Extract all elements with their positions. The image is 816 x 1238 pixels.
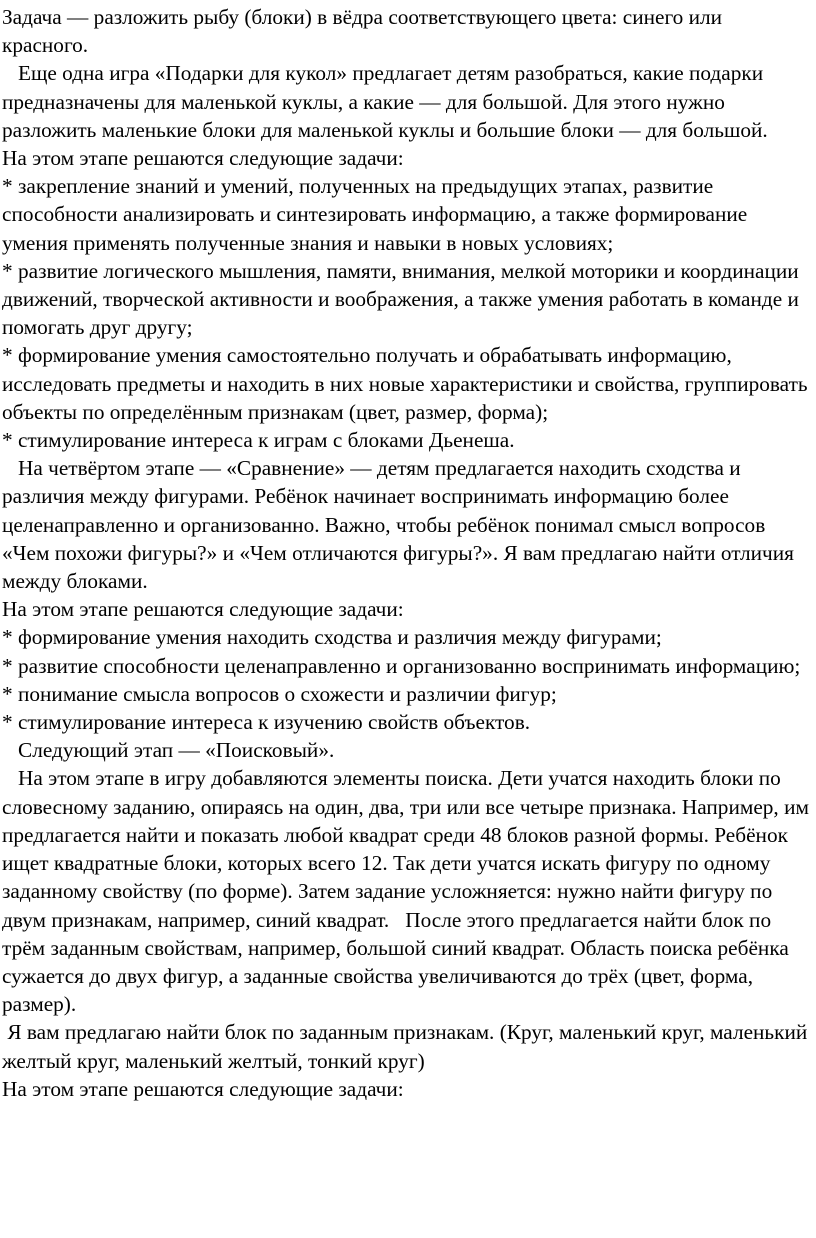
list-item: * формирование умения находить сходства и различия между фигурами; [2, 625, 662, 650]
list-item: * формирование умения самостоятельно получать и обрабатывать информацию, исследовать предметы и находить в них новые характеристики и свойства, группировать объекты по определённым признакам (цвет, размер, форма); [2, 343, 813, 424]
paragraph-dolls-game: Еще одна игра «Подарки для кукол» предлагает детям разобраться, какие подарки предназначены для маленькой куклы, а какие — для большой. Для этого нужно разложить маленькие блоки для маленькой куклы и большие блоки — для большой. [2, 61, 769, 142]
list-item: * развитие способности целенаправленно и организованно воспринимать информацию; [2, 653, 801, 678]
paragraph-find-block: Я вам предлагаю найти блок по заданным признакам. (Круг, маленький круг, маленький желтый круг, маленький желтый, тонкий круг) [2, 1020, 813, 1073]
paragraph-tasks-heading: На этом этапе решаются следующие задачи: [2, 1076, 404, 1101]
paragraph-search-stage: На этом этапе в игру добавляются элементы поиска. Дети учатся находить блоки по словесному заданию, опираясь на один, два, три или все четыре признака. Например, им предлагается найти и показать любой квадрат среди 48 блоков разной формы. Ребёнок ищет квадратные блоки, которых всего 12. Так дети учатся искать фигуру по одному заданному свойству (по форме). Затем задание усложняется: нужно найти фигуру по двум признакам, например, синий квадрат. После этого предлагается найти блок по трём заданным свойствам, например, большой синий квадрат. Область поиска ребёнка сужается до двух фигур, а заданные свойства увеличиваются до трёх (цвет, форма, размер). [2, 766, 815, 1017]
list-item: * стимулирование интереса к изучению свойств объектов. [2, 710, 531, 735]
paragraph-search-stage-title: Следующий этап — «Поисковый». [2, 738, 335, 763]
list-item: * закрепление знаний и умений, полученных на предыдущих этапах, развитие способности анализировать и синтезировать информацию, а также формирование умения применять полученные знания и навыки в новых условиях; [2, 174, 753, 255]
paragraph-tasks-heading: На этом этапе решаются следующие задачи: [2, 146, 404, 171]
list-item: * развитие логического мышления, памяти, внимания, мелкой моторики и координации движений, творческой активности и воображения, а также умения работать в команде и помогать друг другу; [2, 258, 805, 340]
document-body [2, 3, 815, 1103]
list-item: * понимание смысла вопросов о схожести и различии фигур; [2, 681, 557, 706]
paragraph-fish-task: Задача — разложить рыбу (блоки) в вёдра соответствующего цвета: синего или красного. [2, 5, 728, 58]
paragraph-comparison-stage: На четвёртом этапе — «Сравнение» — детям предлагается находить сходства и различия между фигурами. Ребёнок начинает воспринимать информацию более целенаправленно и организованно. Важно, чтобы ребёнок понимал смысл вопросов «Чем похожи фигуры?» и «Чем отличаются фигуры?». Я вам предлагаю найти отличия между блоками. [2, 456, 800, 594]
list-item: * стимулирование интереса к играм с блоками Дьенеша. [2, 428, 515, 453]
paragraph-tasks-heading: На этом этапе решаются следующие задачи: [2, 597, 404, 622]
